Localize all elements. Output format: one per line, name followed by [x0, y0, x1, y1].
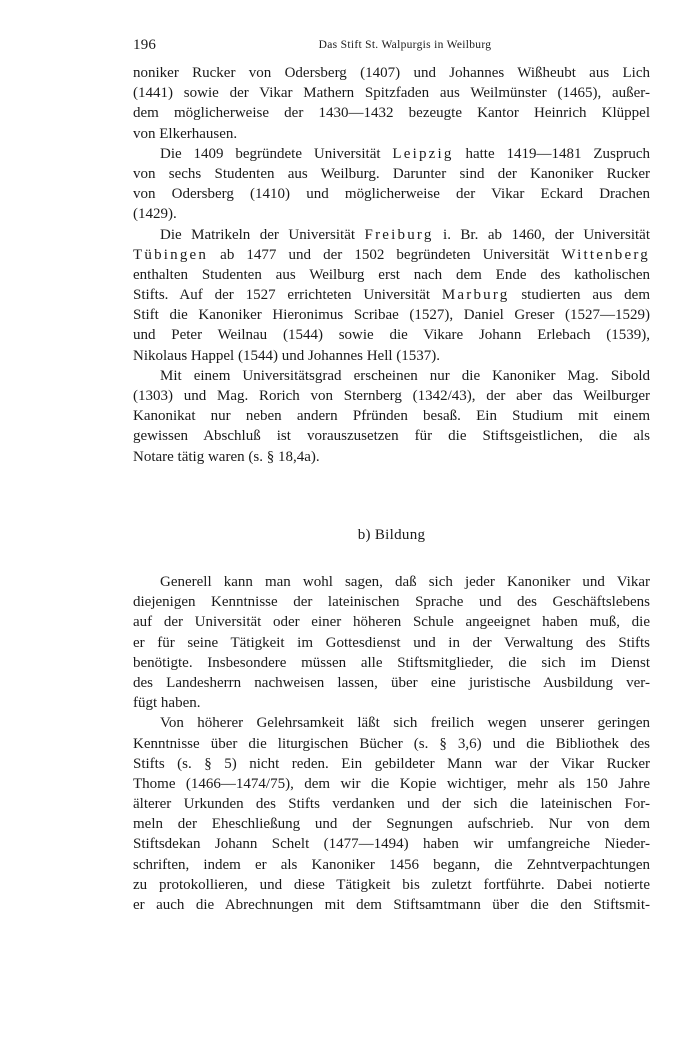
university-name-freiburg: Freiburg [364, 226, 434, 243]
text-line: Stiftsdekan Johann Schelt (1477—1494) haben wir umfangreiche Nieder- [133, 836, 650, 853]
text-line: (1429). [133, 206, 177, 223]
text-line: benötigte. Insbesondere müssen alle Stiftsmitglieder, die sich im Dienst [133, 654, 650, 671]
text-line: Nikolaus Happel (1544) und Johannes Hell (1537). [133, 347, 441, 364]
text-line: von Elkerhausen. [133, 125, 238, 142]
text-line: er für seine Tätigkeit im Gottesdienst und in der Verwaltung des Stifts [133, 634, 650, 651]
text-line: enthalten Studenten aus Weilburg erst nach dem Ende des katholischen [133, 266, 650, 283]
university-name-wittenberg: Wittenberg [561, 246, 650, 263]
text-line: schriften, indem er als Kanoniker 1456 begann, die Zehntverpachtungen [133, 856, 650, 873]
text-line: Stift die Kanoniker Hieronimus Scribae (1527), Daniel Greser (1527—1529) [133, 307, 650, 324]
body-text-block-2 [133, 572, 650, 915]
text-line: von sechs Studenten aus Weilburg. Darunter sind der Kanoniker Rucker [133, 165, 650, 182]
section-heading: b) Bildung [357, 527, 426, 543]
text-line: Kanonikat nur neben andern Pfründen besaß. Ein Studium mit einem [133, 408, 650, 425]
text-line: älterer Urkunden des Stifts verdanken und der sich die lateinischen For- [133, 796, 650, 813]
text-line: Stifts (s. § 5) nicht reden. Ein gebildeter Mann war der Vikar Rucker [133, 755, 650, 772]
text-line: dem möglicherweise der 1430—1432 bezeugte Kantor Heinrich Klüppel [133, 105, 650, 122]
running-title: Das Stift St. Walpurgis in Weilburg [318, 39, 492, 51]
text-line: auf der Universität oder einer höheren Schule angeeignet haben muß, die [133, 614, 650, 631]
text-line: zu protokollieren, und diese Tätigkeit bis zuletzt fortführte. Dabei notierte [133, 876, 650, 893]
text-line: gewissen Abschluß ist vorauszusetzen für die Stiftsgeistlichen, die als [133, 428, 650, 445]
text-line: Thome (1466—1474/75), dem wir die Kopie wichtiger, mehr als 150 Jahre [133, 775, 650, 792]
text-line: des Landesherrn nachweisen lassen, über eine juristische Ausbildung ver- [133, 674, 650, 691]
university-name-marburg: Marburg [441, 287, 510, 304]
body-text-block-1 [133, 63, 650, 467]
text-line: Mit einem Universitätsgrad erscheinen nur die Kanoniker Mag. Sibold [160, 367, 650, 384]
university-name-tuebingen: Tübingen [133, 246, 209, 263]
text-line: Generell kann man wohl sagen, daß sich jeder Kanoniker und Vikar [160, 574, 650, 590]
text-line: Die 1409 begründete Universität Leipzig hatte 1419—1481 Zuspruch [160, 145, 650, 162]
text-line: Von höherer Gelehrsamkeit läßt sich freilich wegen unserer geringen [160, 715, 650, 732]
university-name-leipzig: Leipzig [392, 145, 454, 162]
text-line: Kenntnisse über die liturgischen Bücher (s. § 3,6) und die Bibliothek des [133, 735, 650, 752]
text-line: (1441) sowie der Vikar Mathern Spitzfaden aus Weilmünster (1465), außer- [133, 85, 650, 102]
text-line: Tübingen ab 1477 und der 1502 begründeten Universität Wittenberg [133, 246, 650, 263]
text-line: von Odersberg (1410) und möglicherweise der Vikar Eckard Drachen [133, 186, 650, 203]
text-line: und Peter Weilnau (1544) sowie die Vikare Johann Erlebach (1539), [133, 327, 650, 344]
text-line: diejenigen Kenntnisse der lateinischen Sprache und des Geschäftslebens [133, 594, 650, 611]
text-line: noniker Rucker von Odersberg (1407) und Johannes Wißheubt aus Lich [133, 65, 650, 81]
text-line: (1303) und Mag. Rorich von Sternberg (1342/43), der aber das Weilburger [133, 388, 650, 404]
page-number: 196 [133, 37, 157, 53]
text-line: er auch die Abrechnungen mit dem Stiftsamtmann über die den Stiftsmit- [133, 897, 650, 913]
text-line: Notare tätig waren (s. § 18,4a). [133, 448, 320, 465]
text-line: meln der Eheschließung und der Segnungen aufschrieb. Nur von dem [133, 816, 650, 833]
text-line: Die Matrikeln der Universität Freiburg i. Br. ab 1460, der Universität [160, 226, 650, 243]
text-line: fügt haben. [133, 695, 201, 712]
text-line: Stifts. Auf der 1527 errichteten Universität Marburg studierten aus dem [133, 287, 650, 304]
